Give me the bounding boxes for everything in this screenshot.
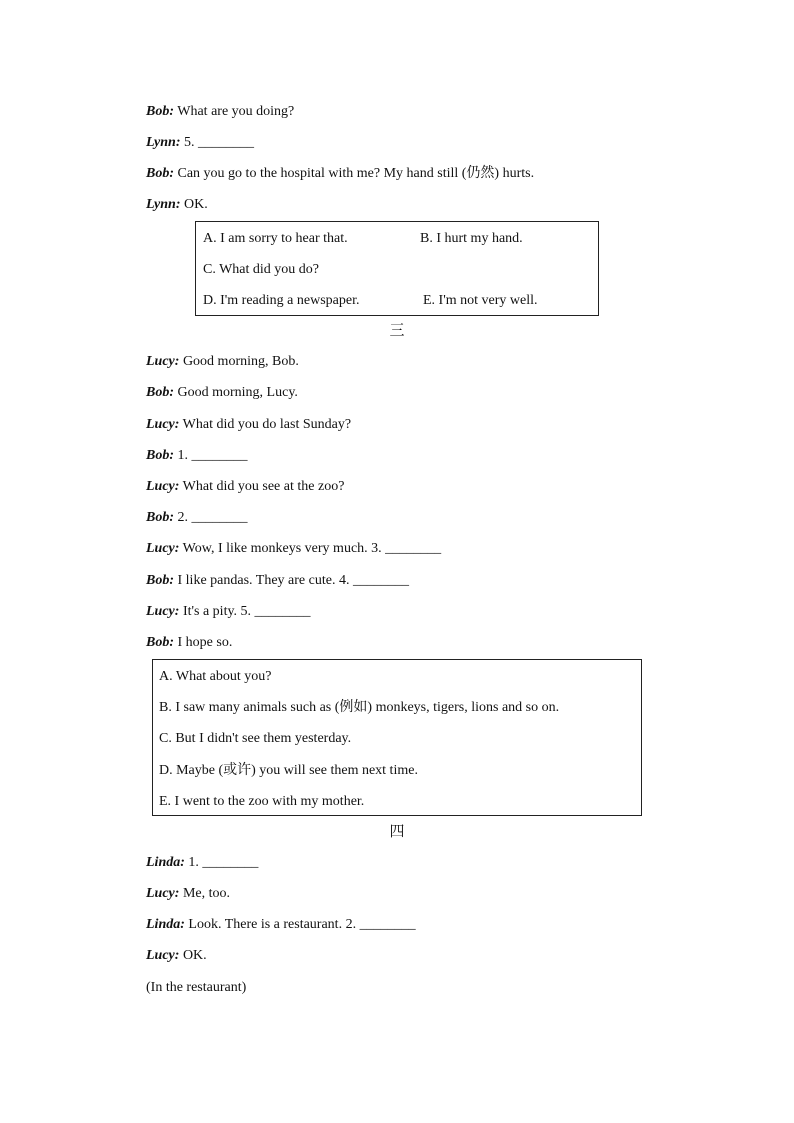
dialogue-line — [146, 416, 351, 434]
dialogue-text: Can you go to the hospital with me? My hand still (仍然) hurts. — [174, 166, 535, 181]
speaker-name: Bob: — [146, 166, 174, 181]
dialogue-text: OK. — [180, 197, 208, 212]
dialogue-line — [146, 509, 248, 527]
speaker-name: Bob: — [146, 635, 174, 650]
dialogue-line — [146, 134, 254, 152]
speaker-name: Lynn: — [146, 135, 181, 150]
dialogue-text: 1. ________ — [174, 448, 248, 463]
dialogue-line — [146, 572, 409, 590]
option-b: B. I saw many animals such as (例如) monkeys, tigers, lions and so on. — [159, 700, 560, 715]
dialogue-line — [146, 916, 416, 934]
dialogue-text: Look. There is a restaurant. 2. ________ — [184, 917, 416, 932]
speaker-name: Linda: — [146, 855, 185, 870]
option-a: A. I am sorry to hear that. — [203, 231, 348, 246]
dialogue-text: 2. ________ — [174, 510, 248, 525]
option-e: E. I'm not very well. — [423, 293, 538, 308]
option-c: C. But I didn't see them yesterday. — [159, 731, 352, 746]
dialogue-line — [146, 478, 344, 496]
dialogue-line — [146, 885, 230, 903]
section-heading: 四 — [389, 824, 405, 840]
dialogue-line — [146, 103, 294, 121]
options-box — [152, 659, 642, 816]
option-d: D. I'm reading a newspaper. — [203, 293, 360, 308]
speaker-name: Linda: — [146, 917, 185, 932]
section-heading: 三 — [389, 323, 405, 339]
dialogue-line — [146, 384, 298, 402]
option-b: B. I hurt my hand. — [420, 231, 523, 246]
dialogue-line — [146, 947, 207, 965]
speaker-name: Lynn: — [146, 197, 181, 212]
option-e: E. I went to the zoo with my mother. — [159, 794, 365, 809]
dialogue-text: Me, too. — [179, 886, 230, 901]
dialogue-text: I hope so. — [174, 635, 233, 650]
dialogue-line — [146, 854, 258, 872]
speaker-name: Lucy: — [146, 354, 180, 369]
dialogue-text: What did you see at the zoo? — [179, 479, 345, 494]
dialogue-text: Wow, I like monkeys very much. 3. ________ — [179, 541, 442, 556]
dialogue-line — [146, 634, 232, 652]
dialogue-text: What did you do last Sunday? — [179, 417, 352, 432]
options-box — [195, 221, 599, 316]
speaker-name: Lucy: — [146, 886, 180, 901]
speaker-name: Bob: — [146, 448, 174, 463]
speaker-name: Lucy: — [146, 479, 180, 494]
scene-note: (In the restaurant) — [146, 980, 247, 995]
option-c: C. What did you do? — [203, 262, 320, 277]
speaker-name: Lucy: — [146, 541, 180, 556]
speaker-name: Bob: — [146, 510, 174, 525]
speaker-name: Lucy: — [146, 604, 180, 619]
dialogue-text: Good morning, Lucy. — [174, 385, 298, 400]
speaker-name: Lucy: — [146, 417, 180, 432]
dialogue-line — [146, 165, 534, 183]
dialogue-text: I like pandas. They are cute. 4. ________ — [174, 573, 409, 588]
dialogue-line — [146, 603, 311, 621]
option-a: A. What about you? — [159, 669, 272, 684]
option-d: D. Maybe (或许) you will see them next time. — [159, 763, 418, 778]
dialogue-text: 1. ________ — [184, 855, 259, 870]
speaker-name: Bob: — [146, 104, 174, 119]
dialogue-line — [146, 540, 441, 558]
dialogue-line — [146, 353, 299, 371]
dialogue-text: It's a pity. 5. ________ — [179, 604, 311, 619]
dialogue-text: 5. ________ — [180, 135, 254, 150]
speaker-name: Bob: — [146, 385, 174, 400]
speaker-name: Lucy: — [146, 948, 180, 963]
dialogue-line — [146, 447, 248, 465]
dialogue-text: OK. — [179, 948, 207, 963]
dialogue-text: What are you doing? — [174, 104, 295, 119]
speaker-name: Bob: — [146, 573, 174, 588]
dialogue-text: Good morning, Bob. — [179, 354, 299, 369]
dialogue-line — [146, 196, 208, 214]
